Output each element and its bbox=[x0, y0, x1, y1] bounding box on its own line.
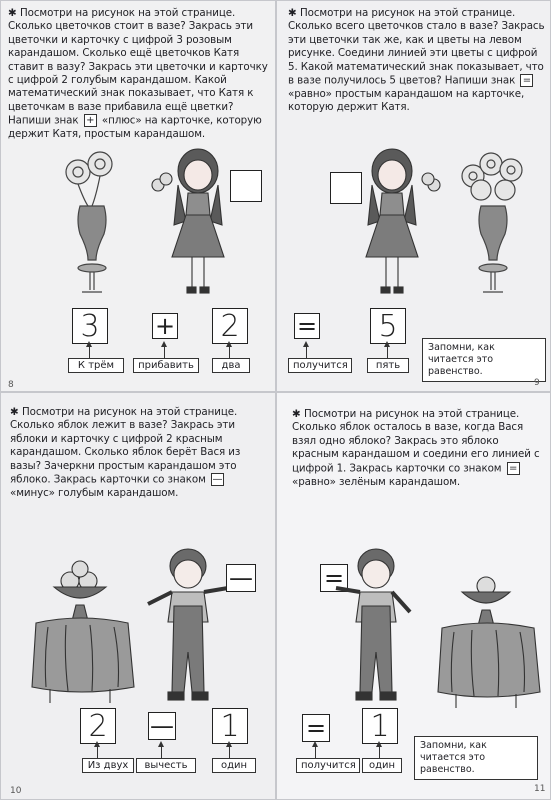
held-card-equals[interactable]: = bbox=[320, 564, 348, 592]
arrow-up-icon bbox=[229, 346, 230, 358]
asterisk-icon: ✱ bbox=[292, 408, 301, 420]
arrow-up-icon bbox=[315, 746, 316, 758]
arrow-up-icon bbox=[89, 346, 90, 358]
table-with-apple-vase-illustration bbox=[436, 572, 546, 712]
label-dva: два bbox=[212, 358, 250, 373]
arrow-up-icon bbox=[379, 746, 380, 758]
arrow-up-icon bbox=[97, 746, 98, 758]
page-number: 11 bbox=[534, 784, 546, 794]
card-number-2[interactable]: 2 bbox=[212, 308, 248, 344]
equals-sign-box: = bbox=[507, 462, 520, 475]
card-number-5[interactable]: 5 bbox=[370, 308, 406, 344]
arrow-up-icon bbox=[306, 346, 307, 358]
held-card-minus[interactable]: — bbox=[226, 564, 256, 592]
page-number: 9 bbox=[534, 378, 540, 388]
label-pyat: пять bbox=[367, 358, 409, 373]
vase-with-flowers-illustration bbox=[50, 150, 140, 300]
label-vychest: вычесть bbox=[136, 758, 196, 773]
page-number: 8 bbox=[8, 380, 14, 390]
arrow-up-icon bbox=[161, 746, 162, 758]
asterisk-icon: ✱ bbox=[288, 7, 297, 19]
task-text: ✱ Посмотри на рисунок на этой странице. Сколько всего цветочков стало в вазе? Закрась эти цветочки так же, как и цветы на левом рисунке. Соедини линией эти цветы с цифрой 5. Какой математический знак показывает, что в вазе получилось 5 цветов? Напиши знак = «равно» простым карандашом на карточке, которую держит Катя. bbox=[288, 7, 545, 114]
katya-girl-illustration bbox=[342, 145, 442, 305]
arrow-up-icon bbox=[229, 746, 230, 758]
card-number-3[interactable]: 3 bbox=[72, 308, 108, 344]
label-pribavit: прибавить bbox=[133, 358, 199, 373]
minus-sign-box: — bbox=[212, 474, 223, 486]
card-plus-sign[interactable]: + bbox=[152, 313, 178, 339]
vase-with-flowers-illustration bbox=[451, 150, 541, 300]
label-odin: один bbox=[212, 758, 256, 773]
table-with-apple-vase-illustration bbox=[30, 557, 140, 707]
arrow-up-icon bbox=[387, 346, 388, 358]
card-minus-sign[interactable]: — bbox=[150, 712, 174, 740]
remember-note: Запомни, как читается это равенство. bbox=[422, 338, 546, 382]
task-text: ✱ Посмотри на рисунок на этой странице. Сколько яблок лежит в вазе? Закрась эти яблоки и карточку с цифрой 2 красным карандашом. Сколько яблок берёт Вася из вазы? Зачеркни простым карандашом это яблоко. Закрась карточки со знаком — «минус» голубым карандашом. bbox=[10, 406, 241, 499]
card-equals-sign[interactable]: = bbox=[294, 313, 320, 339]
equals-sign-box: = bbox=[520, 74, 533, 87]
task-text: ✱ Посмотри на рисунок на этой странице. Сколько цветочков стоит в вазе? Закрась эти цветочки и карточку с цифрой 3 розовым карандашом. Сколько ещё цветочков Катя ставит в вазу? Закрась эти цветочки и карточку с цифрой 2 голубым карандашом. Какой математический знак показывает, что Катя к цветочкам в вазе прибавила ещё цветки? Напиши знак + «плюс» на карточке, которую держит Катя, простым карандашом. bbox=[8, 7, 268, 141]
label-odin: один bbox=[362, 758, 402, 773]
asterisk-icon: ✱ bbox=[8, 7, 17, 19]
card-number-1[interactable]: 1 bbox=[362, 708, 398, 744]
card-equals-sign[interactable]: = bbox=[302, 714, 330, 742]
katya-girl-illustration bbox=[150, 145, 250, 305]
page-number: 10 bbox=[10, 786, 22, 796]
label-poluchitsya: получится bbox=[296, 758, 360, 773]
page-11 bbox=[276, 392, 551, 800]
card-number-2[interactable]: 2 bbox=[80, 708, 116, 744]
remember-note: Запомни, как читается это равенство. bbox=[414, 736, 538, 780]
arrow-up-icon bbox=[164, 346, 165, 358]
page-8 bbox=[0, 0, 276, 392]
label-iz-dvukh: Из двух bbox=[82, 758, 134, 773]
label-k-tryom: К трём bbox=[68, 358, 124, 373]
vasya-boy-illustration bbox=[326, 542, 426, 712]
label-poluchitsya: получится bbox=[288, 358, 352, 373]
vasya-boy-illustration bbox=[138, 542, 238, 712]
page-10 bbox=[0, 392, 276, 800]
asterisk-icon: ✱ bbox=[10, 406, 19, 418]
page-9 bbox=[276, 0, 551, 392]
card-number-1[interactable]: 1 bbox=[212, 708, 248, 744]
held-card-empty[interactable] bbox=[230, 170, 262, 202]
task-text: ✱ Посмотри на рисунок на этой странице. Сколько яблок осталось в вазе, когда Вася взял одно яблоко? Закрась это яблоко красным карандашом и соедини его линией с цифрой 1. Закрась карточки со знаком = «равно» зелёным карандашом. bbox=[292, 408, 540, 488]
plus-sign-box: + bbox=[84, 114, 97, 127]
